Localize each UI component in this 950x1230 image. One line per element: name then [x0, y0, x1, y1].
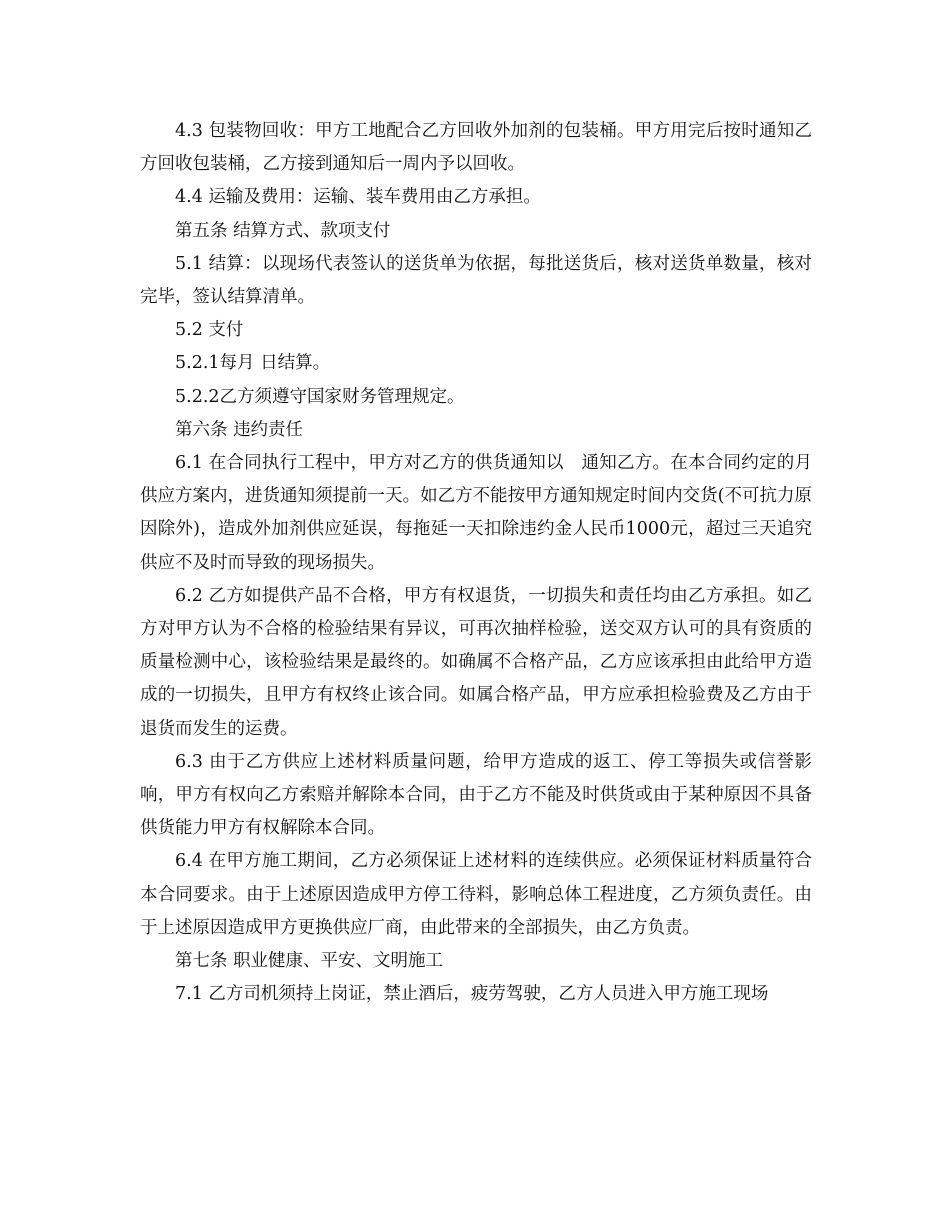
clause-5-2-2-finance-rules: 5.2.2乙方须遵守国家财务管理规定。: [175, 386, 465, 407]
clause-6-2-nonconforming-product: 6.2 乙方如提供产品不合格，甲方有权退货，一切损失和责任均由乙方承担。如乙方对甲方认为不合格的检验结果有异议，可再次抽样检验，送交双方认可的具有资质的质量检测中心，该检验结果是最终的。如确属不合格产品，乙方应该承担由此给甲方造成的一切损失，且甲方有权终止该合同。如属合格产品，甲方应承担检验费及乙方由于退货而发生的运费。: [140, 585, 812, 739]
clause-6-4-continuous-supply: 6.4 在甲方施工期间，乙方必须保证上述材料的连续供应。必须保证材料质量符合本合同要求。由于上述原因造成甲方停工待料，影响总体工程进度，乙方须负责任。由于上述原因造成甲方更换供应厂商，由此带来的全部损失，由乙方负责。: [140, 851, 812, 938]
clause-5-2-payment: 5.2 支付: [175, 320, 244, 341]
article-5-heading: 第五条 结算方式、款项支付: [175, 220, 391, 241]
clause-6-1-delivery-notice: 6.1 在合同执行工程中，甲方对乙方的供货通知以 通知乙方。在本合同约定的月供应方案内，进货通知须提前一天。如乙方不能按甲方通知规定时间内交货(不可抗力原因除外)，造成外加剂供应延误，每拖延一天扣除违约金人民币1000元，超过三天追究供应不及时而导致的现场损失。: [140, 453, 812, 573]
document-body: [140, 115, 812, 1011]
clause-5-2-1-monthly-settlement: 5.2.1每月 日结算。: [175, 353, 331, 374]
clause-4-4-transport-costs: 4.4 运输及费用：运输、装车费用由乙方承担。: [175, 187, 541, 208]
clause-7-1-drivers: 7.1 乙方司机须持上岗证，禁止酒后，疲劳驾驶，乙方人员进入甲方施工现场: [175, 984, 769, 1005]
clause-5-1-settlement: 5.1 结算：以现场代表签认的送货单为依据，每批送货后，核对送货单数量，核对完毕，签认结算清单。: [140, 253, 812, 308]
article-7-heading: 第七条 职业健康、平安、文明施工: [175, 951, 444, 972]
clause-4-3-packaging-recovery: 4.3 包装物回收：甲方工地配合乙方回收外加剂的包装桶。甲方用完后按时通知乙方回收包装桶，乙方接到通知后一周内予以回收。: [140, 121, 812, 175]
article-6-heading: 第六条 违约责任: [175, 419, 304, 440]
clause-6-3-quality-issues: 6.3 由于乙方供应上述材料质量问题，给甲方造成的返工、停工等损失或信誉影响，甲方有权向乙方索赔并解除本合同，由于乙方不能及时供货或由于某种原因不具备供货能力甲方有权解除本合同。: [140, 751, 812, 839]
